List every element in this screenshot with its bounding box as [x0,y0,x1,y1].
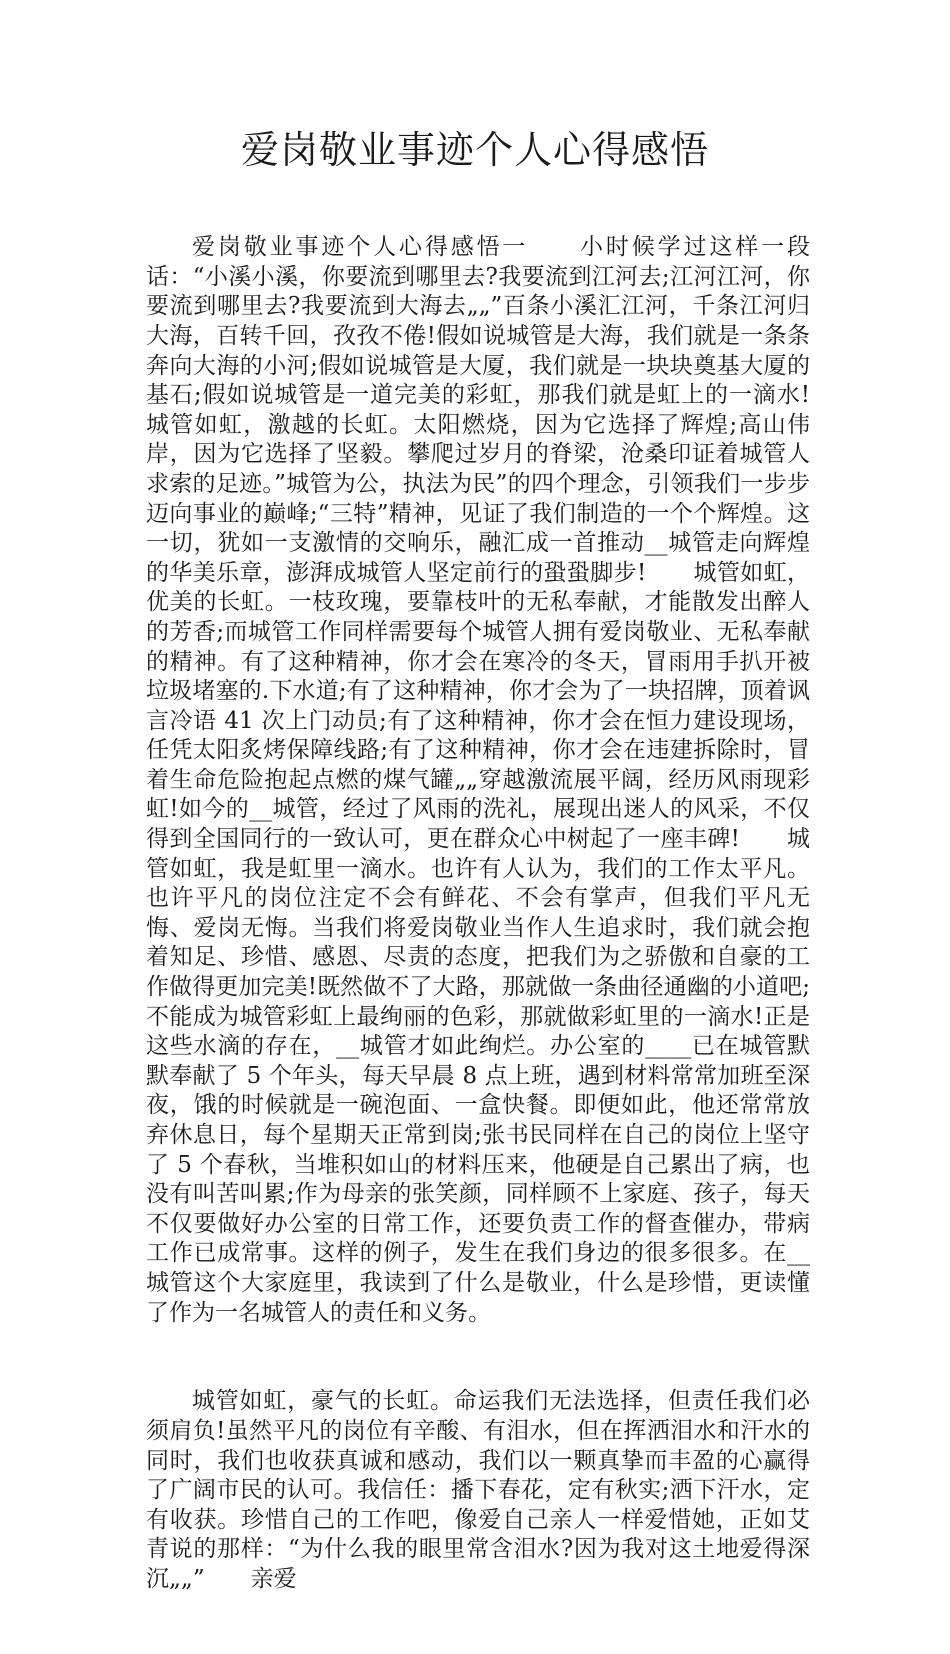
paragraph-1: 爱岗敬业事迹个人心得感悟一 小时候学过这样一段话：“小溪小溪，你要流到哪里去?我要流到江河去;江河江河，你要流到哪里去?我要流到大海去„„”百条小溪汇江河，千条江河归大海，百转千回，孜孜不倦!假如说城管是大海，我们就是一条条奔向大海的小河;假如说城管是大厦，我们就是一块块奠基大厦的基石;假如说城管是一道完美的彩虹，那我们就是虹上的一滴水! 城管如虹，激越的长虹。太阳燃烧，因为它选择了辉煌;高山伟岸，因为它选择了坚毅。攀爬过岁月的脊梁，沧桑印证着城管人求索的足迹。”城管为公，执法为民”的四个理念，引领我们一步步迈向事业的巅峰;“三特”精神，见证了我们制造的一个个辉煌。这一切，犹如一支激情的交响乐，融汇成一首推动__城管走向辉煌的华美乐章，澎湃成城管人坚定前行的蛩蛩脚步! 城管如虹，优美的长虹。一枝玫瑰，要靠枝叶的无私奉献，才能散发出醉人的芳香;而城管工作同样需要每个城管人拥有爱岗敬业、无私奉献的精神。有了这种精神，你才会在寒冷的冬天，冒雨用手扒开被垃圾堵塞的.下水道;有了这种精神，你才会为了一块招牌，顶着讽言冷语 41 次上门动员;有了这种精神，你才会在恒力建设现场，任凭太阳炙烤保障线路;有了这种精神，你才会在违建拆除时，冒着生命危险抱起点燃的煤气罐„„穿越激流展平阔，经历风雨现彩虹!如今的__城管，经过了风雨的洗礼，展现出迷人的风采，不仅得到全国同行的一致认可，更在群众心中树起了一座丰碑! 城管如虹，我是虹里一滴水。也许有人认为，我们的工作太平凡。也许平凡的岗位注定不会有鲜花、不会有掌声，但我们平凡无悔、爱岗无悔。当我们将爱岗敬业当作人生追求时，我们就会抱着知足、珍惜、感恩、尽责的态度，把我们为之骄傲和自豪的工作做得更加完美!既然做不了大路，那就做一条曲径通幽的小道吧;不能成为城管彩虹上最绚丽的色彩，那就做彩虹里的一滴水!正是这些水滴的存在，__城管才如此绚烂。办公室的____已在城管默默奉献了 5 个年头，每天早晨 8 点上班，遇到材料常常加班至深夜，饿的时候就是一碗泡面、一盒快餐。即便如此，他还常常放弃休息日，每个星期天正常到岗;张书民同样在自己的岗位上坚守了 5 个春秋，当堆积如山的材料压来，他硬是自己累出了病，也没有叫苦叫累;作为母亲的张笑颜，同样顾不上家庭、孩子，每天不仅要做好办公室的日常工作，还要负责工作的督查催办，带病工作已成常事。这样的例子，发生在我们身边的很多很多。在__城管这个大家庭里，我读到了什么是敬业，什么是珍惜，更读懂了作为一名城管人的责任和义务。 [146,234,856,1326]
document-body [146,174,856,1654]
paragraph-2: 城管如虹，豪气的长虹。命运我们无法选择，但责任我们必须肩负!虽然平凡的岗位有辛酸、有泪水，但在挥洒泪水和汗水的同时，我们也收获真诚和感动，我们以一颗真挚而丰盈的心赢得了广阔市民的认可。我信任：播下春花，定有秋实;洒下汗水，定有收获。珍惜自己的工作吧，像爱自己亲人一样爱惜她，正如艾青说的那样：“为什么我的眼里常含泪水?因为我对这土地爱得深沉„„” 亲爱 [146,1388,810,1592]
document-title: 爱岗敬业事迹个人心得感悟 [240,128,709,172]
